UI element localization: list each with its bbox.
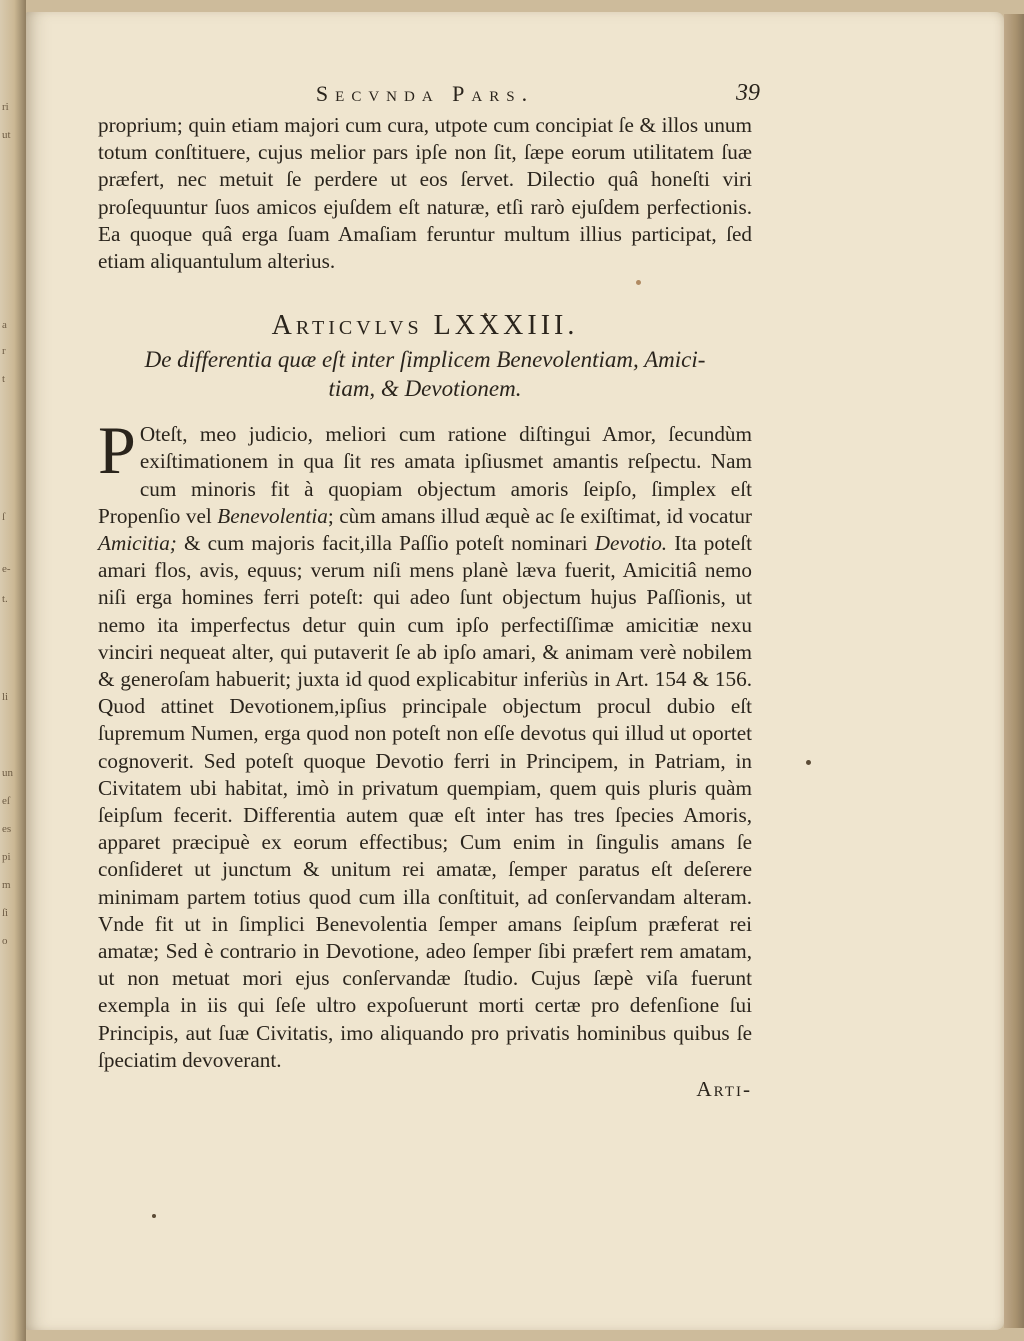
facing-fragment: ſi [2, 907, 9, 919]
catchword: Arti- [696, 1077, 752, 1102]
article-paragraph [98, 412, 753, 1074]
facing-fragment: t [2, 373, 6, 385]
facing-fragment: eſ [2, 795, 10, 807]
page-number: 39 [736, 80, 760, 106]
facing-fragment: o [2, 935, 8, 947]
article-heading: Articvlvs LXXXIII. [271, 310, 579, 342]
drop-cap: P [98, 412, 136, 489]
paragraph-text: Oteſt, meo judicio, meliori cum ratione diſtingui Amor, ſecundùm exiſtimationem in qua ſit res amata ipſiusmet amantis reſpectu. Nam cum minoris fit à quopiam objectum amoris ſeipſo, ſimplex eſt Propenſio vel [98, 422, 752, 528]
page-edge [1004, 14, 1024, 1328]
facing-fragment: ſ [2, 511, 6, 523]
facing-fragment: un [2, 767, 13, 779]
article-subtitle-line2: tiam, & Devotionem. [328, 376, 522, 402]
term-amicitia: Amicitia; [98, 531, 177, 556]
foxing-spot [152, 1214, 156, 1218]
facing-fragment: r [2, 345, 6, 357]
facing-fragment: a [2, 319, 7, 331]
facing-fragment: es [2, 823, 12, 835]
article-subtitle-line1: De differentia quæ eſt inter ſimplicem Benevolentiam, Amici- [144, 347, 706, 373]
foxing-spot [806, 760, 811, 765]
facing-fragment: e- [2, 563, 11, 575]
running-head [98, 80, 760, 110]
facing-fragment: m [2, 879, 11, 891]
article-subtitle [98, 345, 752, 403]
paragraph-text: & cum majoris facit,illa Paſſio poteſt nominari [184, 531, 588, 556]
term-devotio: Devotio. [594, 531, 668, 556]
paragraph-text: ; cùm amans illud æquè ac ſe exiſtimat, id vocatur [327, 503, 752, 528]
page-text [98, 80, 760, 1103]
facing-page-margin [0, 0, 26, 1341]
facing-fragment: ri [2, 101, 9, 113]
paragraph-continued: proprium; quin etiam majori cum cura, utpote cum concipiat ſe & illos unum totum conſtituere, cujus melior pars ipſe non ſit, ſæpe eorum utilitatem ſuæ præfert, nec metuit ſe perdere ut eos ſervet. Dilectio quâ honeſti viri proſequuntur ſuos amicos ejuſdem eſt naturæ, etſi rarò ejuſdem perfectionis. Ea quoque quâ erga ſuam Amaſiam feruntur multum illius participat, ſed etiam aliquantulum alterius. [98, 113, 752, 274]
facing-fragment: li [2, 691, 9, 703]
facing-fragment: t. [2, 593, 8, 605]
running-title: Secvnda Pars. [315, 81, 535, 106]
term-benevolentia: Benevolentia [217, 503, 328, 528]
facing-fragment: ut [2, 129, 11, 141]
paragraph-text: Ita poteſt amari flos, avis, equus; verum niſi mens planè læva fuerit, Amicitiâ nemo niſi erga homines ferri poteſt: qui adeo ſunt objectum hujus Paſſionis, ut nemo ita imperfectus detur quin cum ipſo perfectiſſimæ amicitiæ nexu vinciri nequeat alter, qui putaverit ſe ab ipſo amari, & animam verè nobilem & generoſam habuerit; juxta id quod explicabitur inferiùs in Art. 154 & 156. Quod attinet Devotionem,ipſius principale objectum procul dubio eſt ſupremum Numen, erga quod non poteſt non eſſe devotus qui illud ut oportet cognoverit. Sed poteſt quoque Devotio ferri in Principem, in Patriam, in Civitatem ubi habitat, imò in privatum quempiam, quem quis pluris quàm ſeipſum fecerit. Differentia autem quæ eſt inter has tres ſpecies Amoris, apparet præcipuè ex eorum effectibus; Cum enim in ſingulis amans ſe conſideret ut junctum & unitum rei amatæ, ſemper paratus eſt deſerere minimam partem totius quod cum illa conſtituit, ad conſervandam alteram. Vnde fit ut in ſimplici Benevolentia ſemper amans ſeipſum præferat rei amatæ; Sed è contrario in Devotione, adeo ſemper ſibi præfert rem amatam, ut non metuat mori ejus conſervandæ ſtudio. Cujus ſæpè viſa fuerunt exempla in iis qui ſeſe ultro expoſuerunt morti certæ pro defenſione ſui Principis, aut ſuæ Civitatis, imo aliquando pro privatis hominibus quibus ſe ſpeciatim devoverant. [98, 531, 753, 1072]
facing-fragment: pi [2, 851, 11, 863]
